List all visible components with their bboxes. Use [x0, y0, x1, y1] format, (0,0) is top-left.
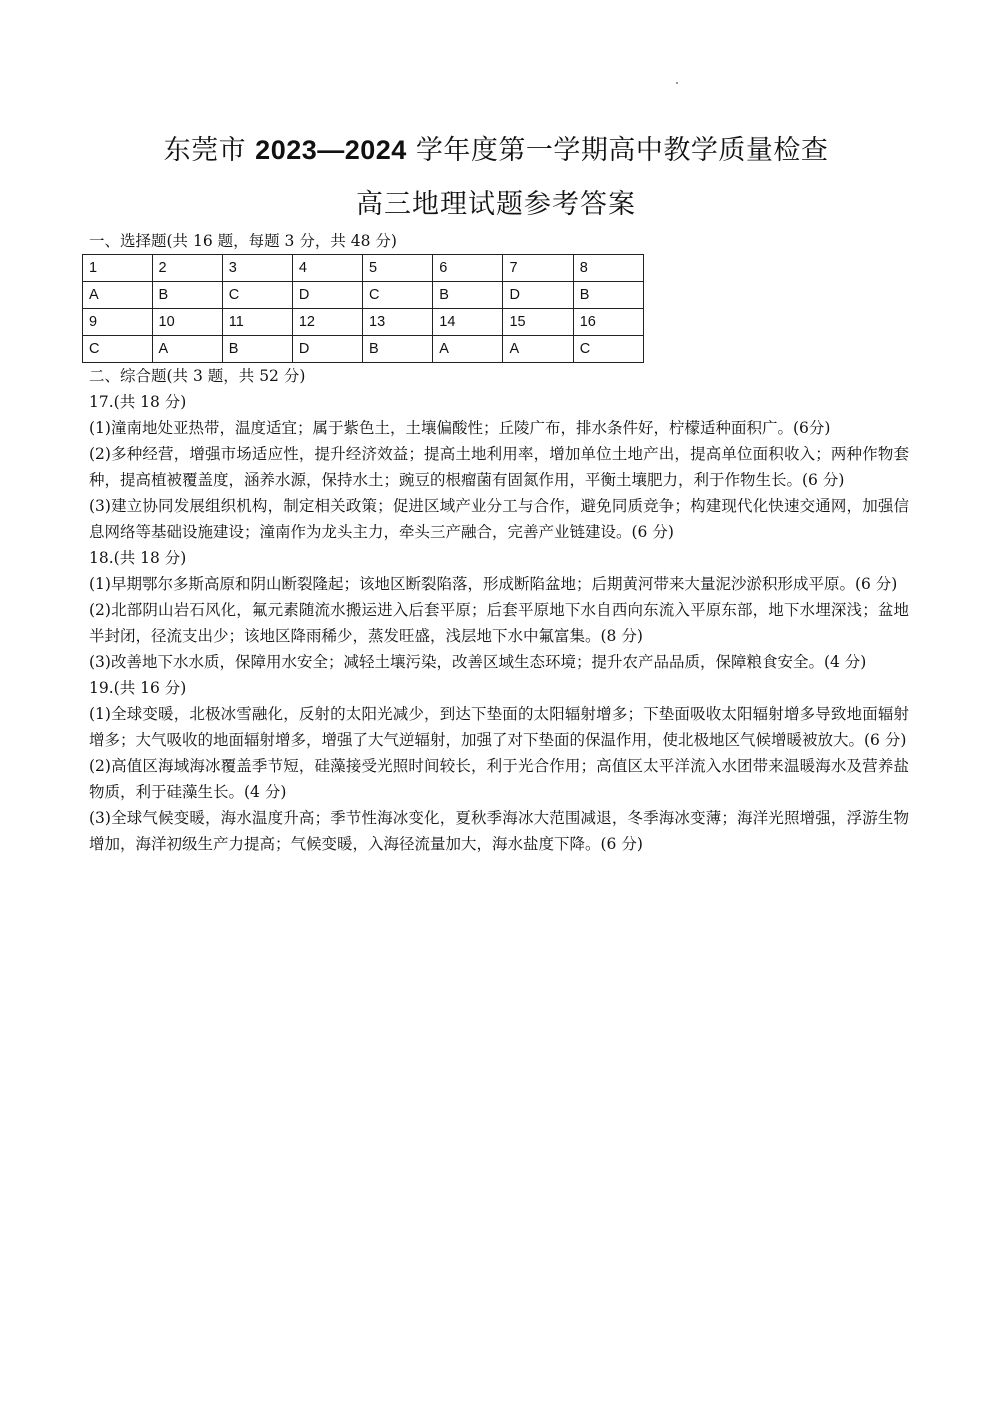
answer-content	[89, 228, 909, 857]
table-cell: D	[292, 336, 362, 363]
answer-17-2: (2)多种经营，增强市场适应性，提升经济效益；提高土地利用率，增加单位土地产出，提高单位面积收入；两种作物套种，提高植被覆盖度，涵养水源，保持水土；豌豆的根瘤菌有固氮作用，平衡土壤肥力，利于作物生长。(6 分)	[89, 445, 909, 489]
table-cell: 13	[363, 309, 433, 336]
table-cell: 7	[503, 255, 573, 282]
table-cell: A	[152, 336, 222, 363]
table-cell: A	[433, 336, 503, 363]
table-row	[83, 255, 644, 282]
choice-answer-table	[82, 254, 644, 363]
answer-18-2: (2)北部阴山岩石风化，氟元素随流水搬运进入后套平原；后套平原地下水自西向东流入平原东部，地下水埋深浅；盆地半封闭，径流支出少；该地区降雨稀少，蒸发旺盛，浅层地下水中氟富集。(8 分)	[89, 601, 909, 645]
table-cell: A	[83, 282, 153, 309]
table-cell: 6	[433, 255, 503, 282]
table-cell: D	[292, 282, 362, 309]
answer-19-1: (1)全球变暖，北极冰雪融化，反射的太阳光减少，到达下垫面的太阳辐射增多；下垫面吸收太阳辐射增多导致地面辐射增多；大气吸收的地面辐射增多，增强了大气逆辐射，加强了对下垫面的保温作用，使北极地区气候增暖被放大。(6 分)	[89, 705, 909, 749]
question-19-heading: 19.(共 16 分)	[89, 679, 187, 697]
table-cell: 10	[152, 309, 222, 336]
table-cell: 14	[433, 309, 503, 336]
table-cell: C	[83, 336, 153, 363]
table-cell: B	[222, 336, 292, 363]
page-title	[0, 128, 992, 167]
page-subtitle: 高三地理试题参考答案	[356, 189, 636, 220]
table-cell: B	[573, 282, 643, 309]
table-cell: 3	[222, 255, 292, 282]
table-cell: B	[152, 282, 222, 309]
table-cell: 5	[363, 255, 433, 282]
table-cell: C	[573, 336, 643, 363]
table-cell: A	[503, 336, 573, 363]
title-years: 2023—2024	[255, 135, 407, 165]
table-cell: 15	[503, 309, 573, 336]
table-cell: 4	[292, 255, 362, 282]
table-cell: 12	[292, 309, 362, 336]
table-cell: 16	[573, 309, 643, 336]
answer-19-2: (2)高值区海域海冰覆盖季节短，硅藻接受光照时间较长，利于光合作用；高值区太平洋流入水团带来温暖海水及营养盐物质，利于硅藻生长。(4 分)	[89, 757, 909, 801]
table-cell: B	[363, 336, 433, 363]
answer-18-1: (1)早期鄂尔多斯高原和阴山断裂隆起；该地区断裂陷落，形成断陷盆地；后期黄河带来大量泥沙淤积形成平原。(6 分)	[89, 575, 898, 593]
table-row	[83, 282, 644, 309]
table-row	[83, 309, 644, 336]
answer-17-3: (3)建立协同发展组织机构，制定相关政策；促进区域产业分工与合作，避免同质竞争；构建现代化快速交通网，加强信息网络等基础设施建设；潼南作为龙头主力，牵头三产融合，完善产业链建设。(6 分)	[89, 497, 909, 541]
scan-speck	[676, 82, 678, 84]
answer-19-3: (3)全球气候变暖，海水温度升高；季节性海冰变化，夏秋季海冰大范围减退，冬季海冰变薄；海洋光照增强，浮游生物增加，海洋初级生产力提高；气候变暖，入海径流量加大，海水盐度下降。(6 分)	[89, 809, 909, 853]
section1-heading: 一、选择题(共 16 题，每题 3 分，共 48 分)	[89, 232, 397, 250]
answer-18-3: (3)改善地下水水质，保障用水安全；减轻土壤污染，改善区域生态环境；提升农产品品质，保障粮食安全。(4 分)	[89, 653, 867, 671]
table-cell: 1	[83, 255, 153, 282]
table-row	[83, 336, 644, 363]
title-prefix: 东莞市	[163, 135, 256, 166]
section2-heading: 二、综合题(共 3 题，共 52 分)	[89, 367, 306, 385]
question-17-heading: 17.(共 18 分)	[89, 393, 187, 411]
table-cell: C	[363, 282, 433, 309]
table-cell: 9	[83, 309, 153, 336]
title-suffix: 学年度第一学期高中教学质量检查	[406, 135, 829, 166]
table-cell: 2	[152, 255, 222, 282]
table-cell: D	[503, 282, 573, 309]
table-cell: 11	[222, 309, 292, 336]
table-cell: C	[222, 282, 292, 309]
question-18-heading: 18.(共 18 分)	[89, 549, 187, 567]
table-cell: B	[433, 282, 503, 309]
answer-17-1: (1)潼南地处亚热带，温度适宜；属于紫色土，土壤偏酸性；丘陵广布，排水条件好，柠檬适种面积广。(6分)	[89, 419, 831, 437]
table-cell: 8	[573, 255, 643, 282]
